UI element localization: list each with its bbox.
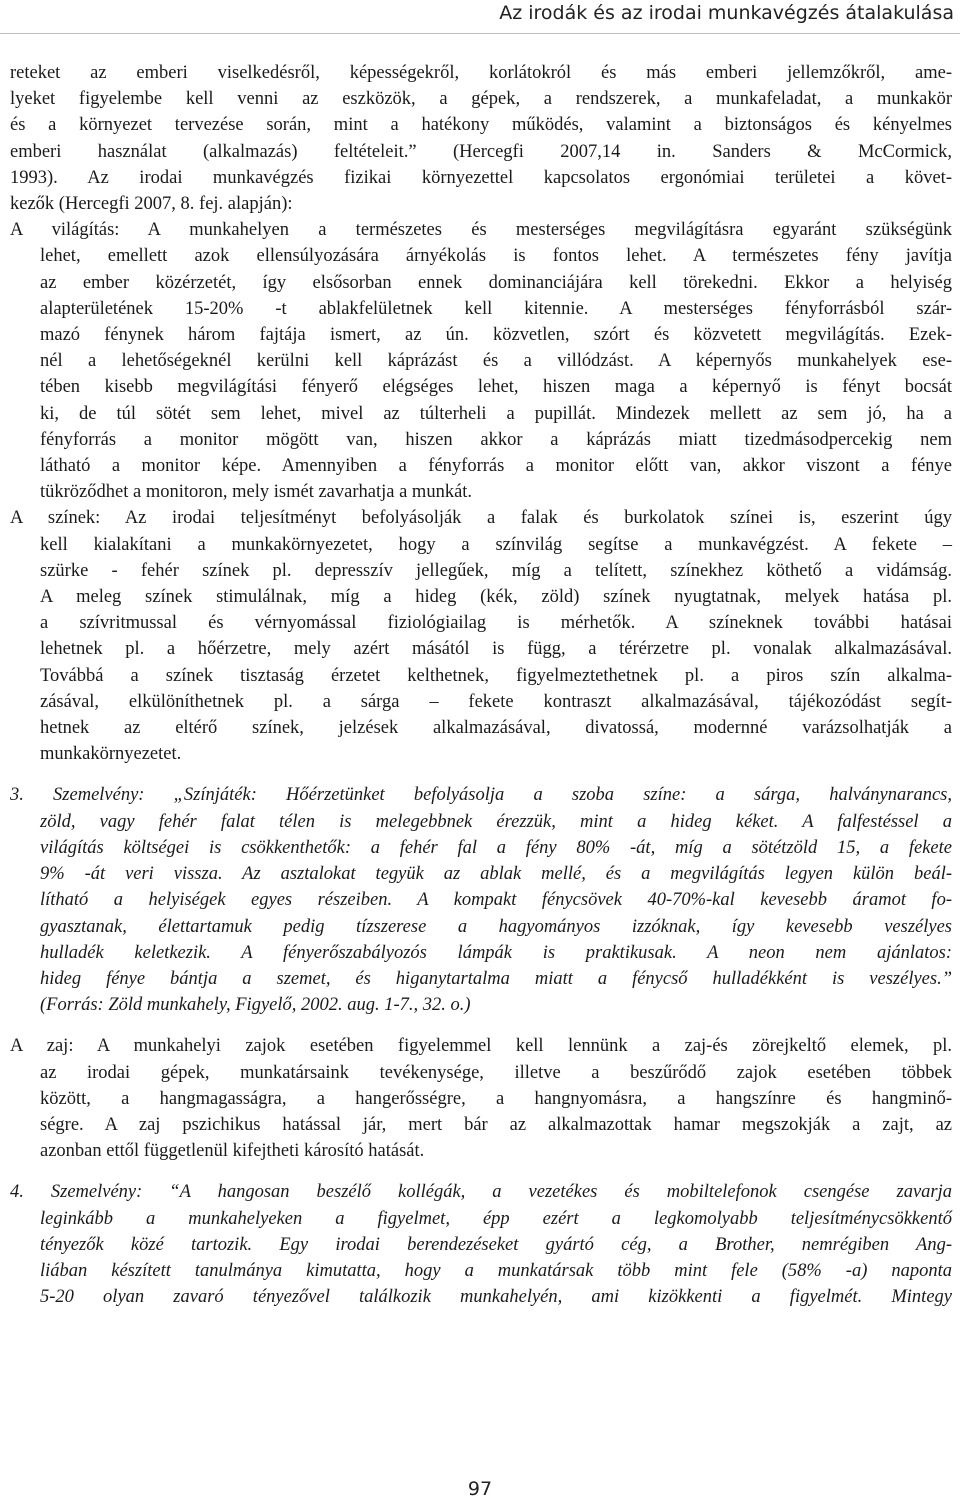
text-line: között, a hangmagasságra, a hangerősségre, a hangnyomásra, a hangszínre és hangminő-	[40, 1088, 952, 1109]
text-line: az irodai gépek, munkatársaink tevékenysége, illetve a beszűrődő zajok esetében többek	[40, 1062, 952, 1083]
text-line: liában készített tanulmánya kimutatta, hogy a munkatársak több mint fele (58% -a) naponta	[40, 1260, 952, 1281]
text-line: A zaj: A munkahelyi zajok esetében figyelemmel kell lennünk a zaj-és zörejkeltő elemek, pl.	[10, 1036, 952, 1057]
text-line: 5-20 olyan zavaró tényezővel találkozik munkahelyén, ami kizökkenti a figyelmét. Mintegy	[40, 1287, 952, 1308]
text-line: az ember közérzetét, így elsősorban ennek dominanciájára kell törekedni. Ekkor a helyiség	[40, 272, 952, 293]
spacer	[10, 767, 952, 782]
text-line: ségre. A zaj pszichikus hatással jár, mert bár az alkalmazottak hamar megszokják a zajt, az	[40, 1114, 952, 1135]
lighting-paragraph	[10, 217, 952, 505]
text-line: alapterületének 15-20% -t ablakfelületnek kell kitennie. A mesterséges fényforrásból szár-	[40, 298, 952, 319]
text-line: tükröződhet a monitoron, mely ismét zavarhatja a munkát.	[40, 482, 473, 503]
text-line: lehet, emellett azok ellensúlyozására árnyékolás is fontos lehet. A természetes fény javítja	[40, 246, 952, 267]
text-line: hideg fénye bántja a szemet, és higanytartalma miatt a fénycső hulladékként is veszélyes.”	[40, 968, 952, 989]
text-line: emberi használat (alkalmazás) feltételeit.” (Hercegfi 2007,14 in. Sanders & McCormick,	[10, 141, 952, 162]
running-header: Az irodák és az irodai munkavégzés átalakulása	[499, 2, 954, 24]
colors-paragraph	[10, 505, 952, 767]
text-line: munkakörnyezetet.	[40, 744, 182, 765]
text-line: tényezők közé tartozik. Egy irodai berendezéseket gyártó cég, a Brother, nemrégiben Ang-	[40, 1234, 952, 1255]
text-line: a szívritmussal és vérnyomással fiziológiailag is mérhetők. A színeknek további hatásai	[40, 613, 952, 634]
text-line: hetnek az eltérő színek, jelzések alkalmazásával, divatossá, modernné varázsolhatják a	[40, 718, 952, 739]
spacer	[10, 1018, 952, 1033]
text-line: lehetnek pl. a hőérzetre, mely azért másától is függ, a térérzetre pl. vonalak alkalmazásával.	[40, 639, 952, 660]
text-line: látható a monitor képe. Amennyiben a fényforrás a monitor előtt van, akkor viszont a fénye	[40, 456, 952, 477]
page-number: 97	[467, 1478, 493, 1500]
text-line: lítható a helyiségek egyes részeiben. A kompakt fénycsövek 40-70%-kal kevesebb áramot fo-	[40, 890, 952, 911]
intro-paragraph	[10, 60, 952, 217]
text-line: fényforrás a monitor mögött van, hiszen akkor a káprázás miatt tizedmásodpercekig nem	[40, 429, 952, 450]
excerpt-4	[10, 1179, 952, 1310]
text-line: A színek: Az irodai teljesítményt befolyásolják a falak és burkolatok színei is, eszerint úgy	[10, 508, 952, 529]
text-line: gyasztanak, élettartamuk pedig tízszerese a hagyományos izzóknak, így kevesebb veszélyes	[40, 916, 952, 937]
text-line: Továbbá a színek tisztaság érzetet kelthetnek, figyelmeztethetnek pl. a piros szín alkalma-	[40, 665, 952, 686]
page-body	[10, 60, 952, 1310]
text-line: lyeket figyelembe kell venni az eszközök, a gépek, a rendszerek, a munkafeladat, a munkakör	[10, 89, 952, 110]
noise-paragraph	[10, 1033, 952, 1164]
text-line: 3. Szemelvény: „Színjáték: Hőérzetünket befolyásolja a szoba színe: a sárga, halványnarancs,	[10, 785, 952, 806]
text-line: tében kisebb megvilágítási fényerő elégséges lehet, hiszen maga a képernyő is fényt bocsát	[40, 377, 952, 398]
text-line: és a környezet tervezése során, mint a hatékony működés, valamint a biztonságos és kényelmes	[10, 115, 952, 136]
text-line: A meleg színek stimulálnak, míg a hideg (kék, zöld) színek nyugtatnak, melyek hatása pl.	[40, 587, 952, 608]
text-line: leginkább a munkahelyeken a figyelmet, épp ezért a legkomolyabb teljesítménycsökkentő	[40, 1208, 952, 1229]
header-rule	[0, 33, 960, 34]
text-line: A világítás: A munkahelyen a természetes és mesterséges megvilágításra egyaránt szükségünk	[10, 220, 952, 241]
spacer	[10, 1164, 952, 1179]
text-line: (Forrás: Zöld munkahely, Figyelő, 2002. aug. 1-7., 32. o.)	[40, 995, 471, 1016]
text-line: 4. Szemelvény: “A hangosan beszélő kollégák, a vezetékes és mobiltelefonok csengése zavarja	[10, 1182, 952, 1203]
text-line: nél a lehetőségeknél kerülni kell káprázást és a villódzást. A képernyős munkahelyek ese-	[40, 351, 952, 372]
text-line: kezők (Hercegfi 2007, 8. fej. alapján):	[10, 194, 293, 215]
text-line: azonban ettől függetlenül kifejtheti károsító hatását.	[40, 1141, 425, 1162]
text-line: világítás költségei is csökkenthetők: a fehér fal a fény 80% -át, míg a sötétzöld 15, a fekete	[40, 837, 952, 858]
text-line: zöld, vagy fehér falat télen is melegebbnek érezzük, mint a hideg kéket. A falfestéssel a	[40, 811, 952, 832]
text-line: reteket az emberi viselkedésről, képességekről, korlátokról és más emberi jellemzőkről, ame-	[10, 63, 952, 83]
text-line: mazó fénynek három fajtája ismert, az ún. közvetlen, szórt és közvetett megvilágítás. Ezek-	[40, 325, 952, 346]
text-line: szürke - fehér színek pl. depresszív jellegűek, míg a telített, színekhez köthető a vidámság.	[40, 560, 952, 581]
excerpt-3	[10, 782, 952, 1018]
text-line: zásával, elkülöníthetnek pl. a sárga – fekete kontraszt alkalmazásával, tájékozódást segít-	[40, 691, 952, 712]
text-line: 1993). Az irodai munkavégzés fizikai környezettel kapcsolatos ergonómiai területei a követ-	[10, 167, 952, 188]
text-line: hulladék keletkezik. A fényerőszabályozós lámpák is praktikusak. A neon nem ajánlatos:	[40, 942, 952, 963]
text-line: kell kialakítani a munkakörnyezetet, hogy a színvilág segítse a munkavégzést. A fekete –	[40, 534, 952, 555]
text-line: 9% -át veri vissza. Az asztalokat tegyük az ablak mellé, és a megvilágítás legyen külön beál-	[40, 864, 952, 885]
text-line: ki, de túl sötét sem lehet, mivel az túlterheli a pupillát. Mindezek mellett az sem jó, ha a	[40, 403, 952, 424]
